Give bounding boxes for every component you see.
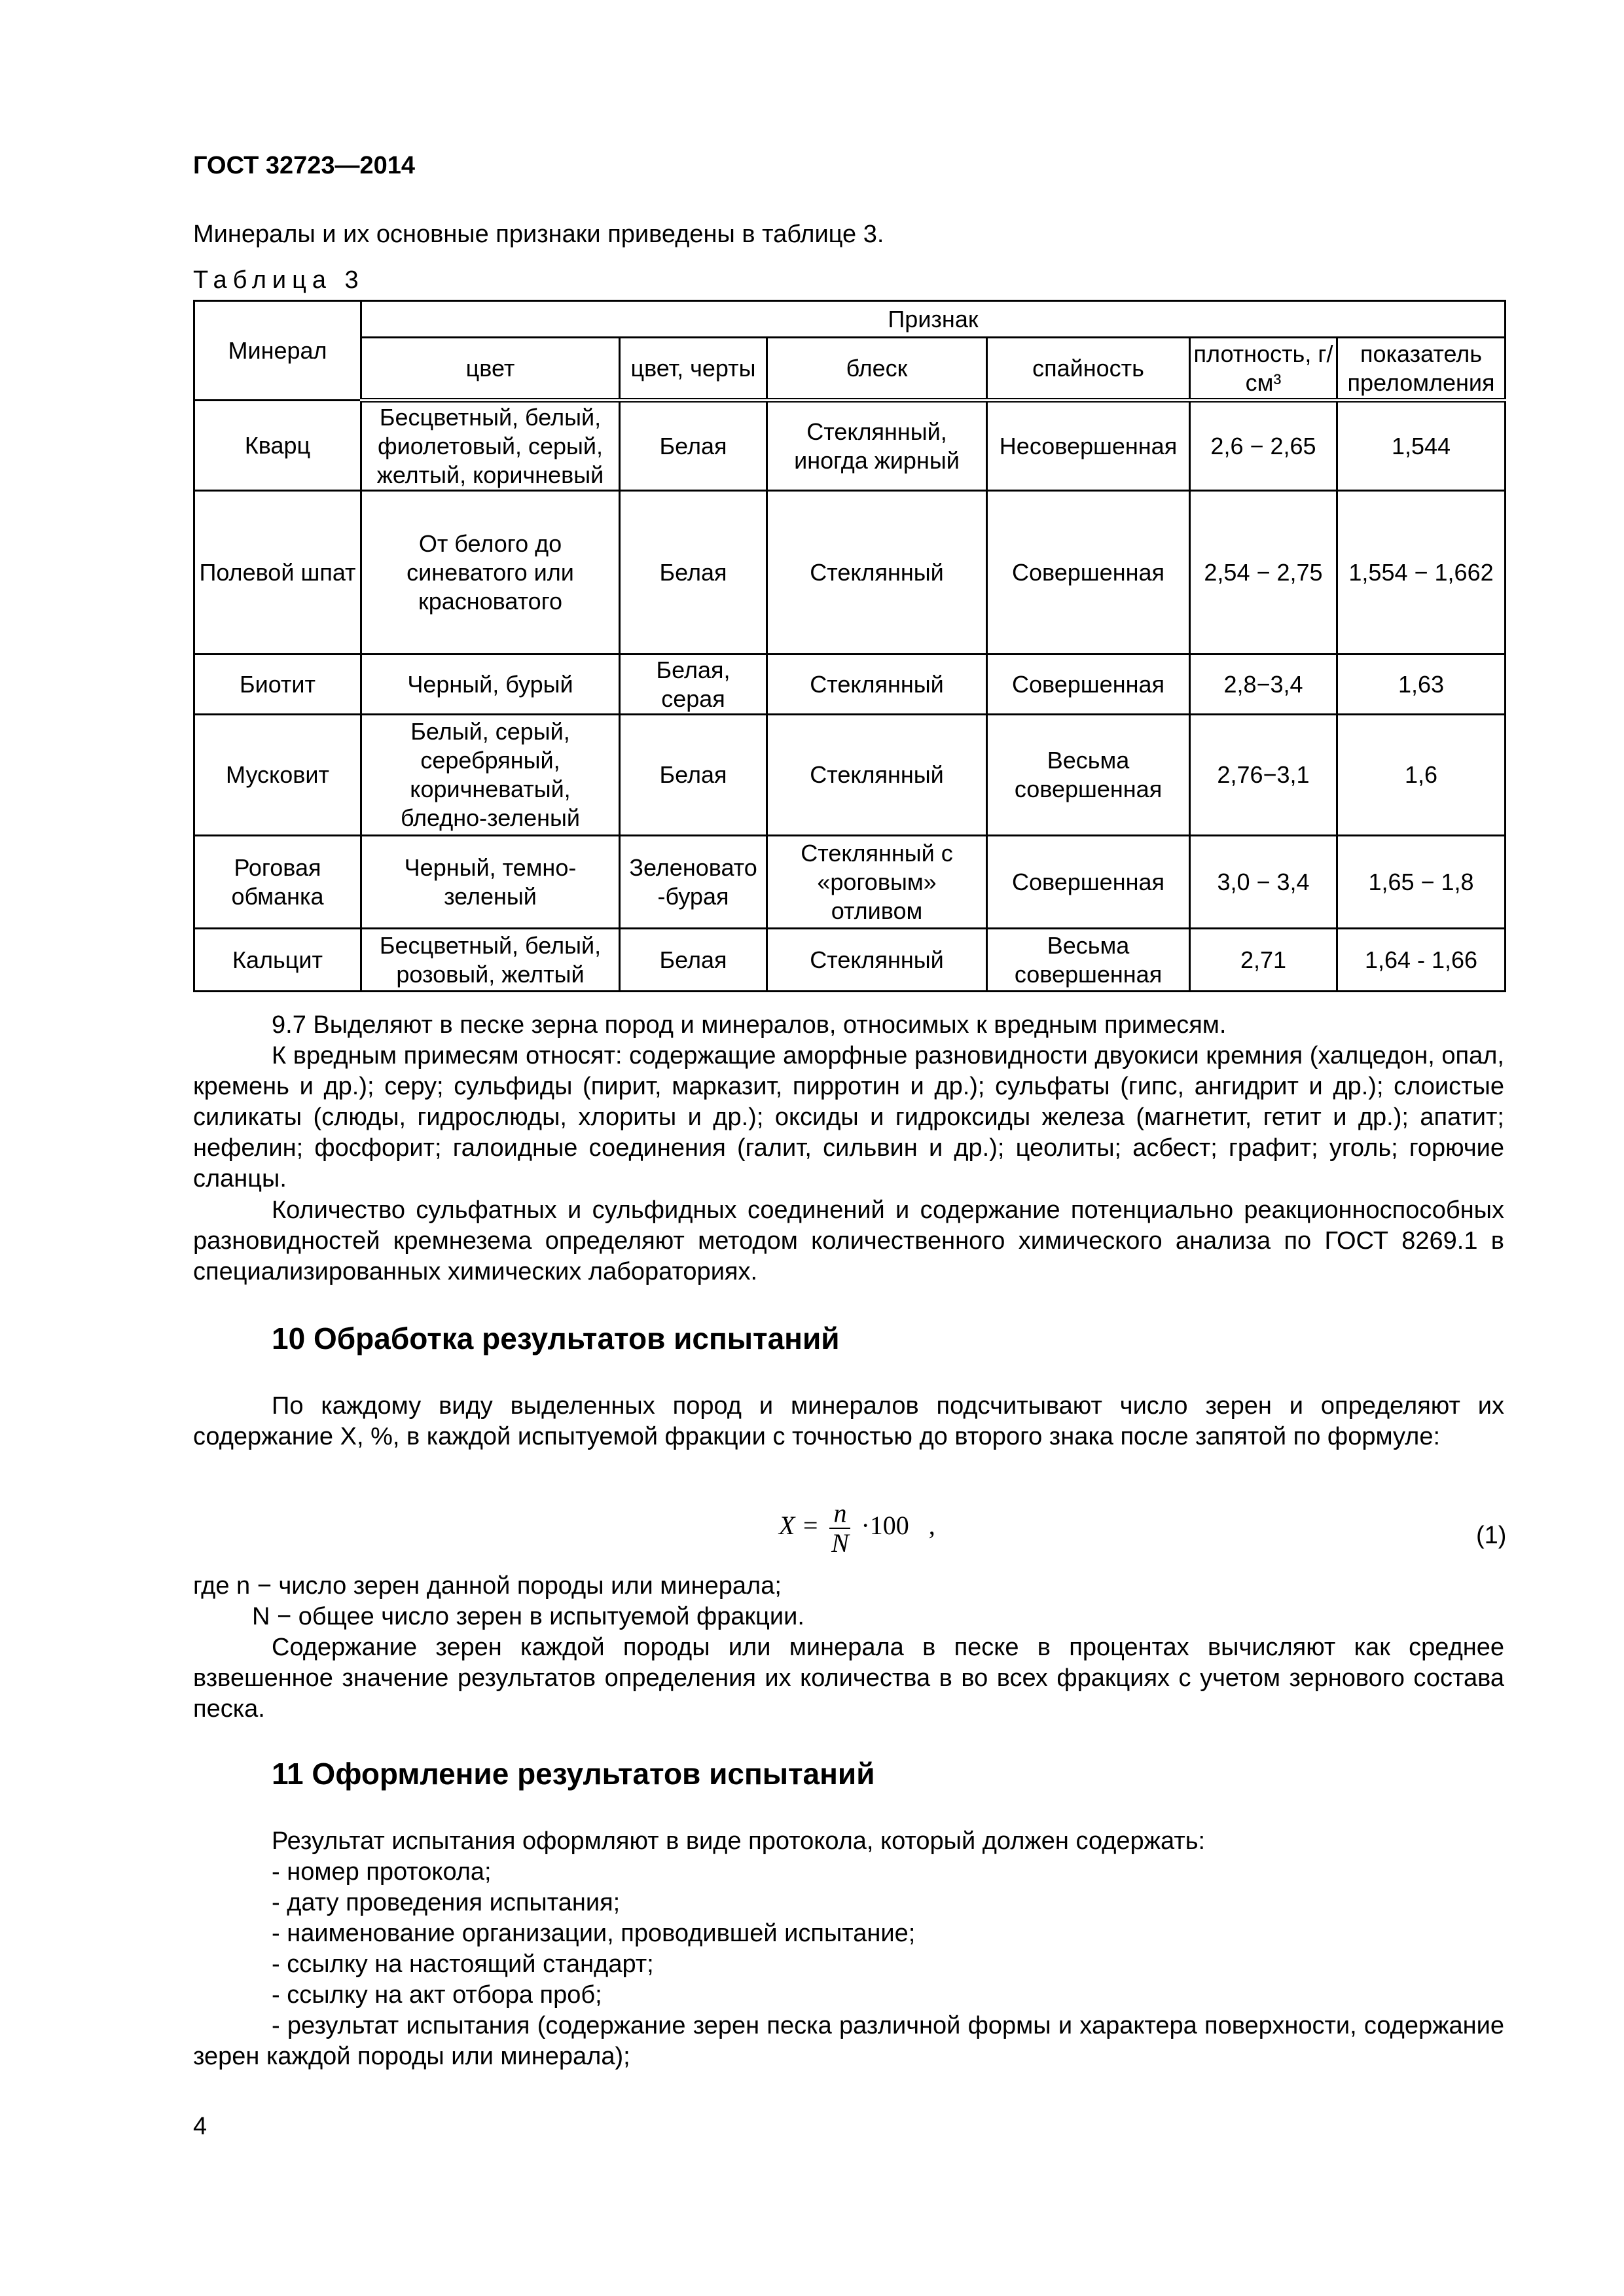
table-row	[194, 836, 1506, 929]
cell-streak: Белая	[620, 715, 767, 836]
table-row	[194, 715, 1506, 836]
cell-density: 2,8−3,4	[1190, 655, 1337, 715]
cell-cleavage: Совершенная	[987, 655, 1190, 715]
cell-mineral: Кварц	[194, 401, 361, 491]
header-density: плотность, г/см³	[1190, 338, 1337, 401]
paragraph-9-7: 9.7 Выделяют в песке зерна пород и минералов, относимых к вредным примесям.	[272, 1011, 1227, 1039]
formula-rhs: ·100	[861, 1511, 909, 1541]
cell-density: 2,6 − 2,65	[1190, 401, 1337, 491]
header-cleavage: спайность	[987, 338, 1190, 401]
cell-color: Бесцветный, белый, розовый, желтый	[361, 929, 620, 992]
list-item: - наименование организации, проводившей испытание;	[272, 1920, 916, 1947]
cell-refraction: 1,65 − 1,8	[1337, 836, 1506, 929]
table-row	[194, 929, 1506, 992]
list-item: - ссылку на настоящий стандарт;	[272, 1950, 654, 1978]
formula-fraction	[829, 1499, 850, 1558]
cell-mineral: Кальцит	[194, 929, 361, 992]
cell-luster: Стеклянный, иногда жирный	[767, 401, 987, 491]
cell-cleavage: Весьма совершенная	[987, 715, 1190, 836]
page-number: 4	[193, 2113, 208, 2140]
cell-streak: Белая	[620, 929, 767, 992]
section-10-paragraph: По каждому виду выделенных пород и минералов подсчитывают число зерен и определяют их содержание X, %, в каждой испытуемой фракции с точностью до второго знака после запятой по формуле:	[193, 1392, 1504, 1450]
cell-streak: Белая, серая	[620, 655, 767, 715]
cell-refraction: 1,63	[1337, 655, 1506, 715]
list-item: - ссылку на акт отбора проб;	[272, 1981, 602, 2009]
table-caption: Таблица 3	[193, 266, 365, 294]
cell-color: Бесцветный, белый, фиолетовый, серый, желтый, коричневый	[361, 401, 620, 491]
cell-luster: Стеклянный	[767, 929, 987, 992]
cell-mineral: Полевой шпат	[194, 491, 361, 655]
table-row	[194, 401, 1506, 491]
table-row	[194, 491, 1506, 655]
section-11-heading: 11 Оформление результатов испытаний	[272, 1757, 875, 1791]
header-streak: цвет, черты	[620, 338, 767, 401]
cell-cleavage: Весьма совершенная	[987, 929, 1190, 992]
header-luster: блеск	[767, 338, 987, 401]
cell-luster: Стеклянный	[767, 715, 987, 836]
sulfate-paragraph: Количество сульфатных и сульфидных соединений и содержание потенциально реакционноспособных разновидностей кремнезема определяют методом количественного химического анализа по ГОСТ 8269.1 в специализированных химических лабораториях.	[193, 1196, 1504, 1285]
cell-color: От белого до синеватого или красноватого	[361, 491, 620, 655]
cell-streak: Белая	[620, 491, 767, 655]
cell-streak: Зеленовато -бурая	[620, 836, 767, 929]
cell-cleavage: Совершенная	[987, 491, 1190, 655]
cell-mineral: Роговая обманка	[194, 836, 361, 929]
table-intro: Минералы и их основные признаки приведены в таблице 3.	[193, 221, 884, 248]
section-11-paragraph: Результат испытания оформляют в виде протокола, который должен содержать:	[272, 1827, 1206, 1855]
cell-color: Черный, бурый	[361, 655, 620, 715]
header-color: цвет	[361, 338, 620, 401]
cell-cleavage: Совершенная	[987, 836, 1190, 929]
minerals-table	[193, 300, 1506, 992]
cell-refraction: 1,64 - 1,66	[1337, 929, 1506, 992]
cell-refraction: 1,6	[1337, 715, 1506, 836]
cell-color: Черный, темно-зеленый	[361, 836, 620, 929]
where-N: N − общее число зерен в испытуемой фракции.	[252, 1603, 804, 1630]
cell-density: 2,76−3,1	[1190, 715, 1337, 836]
list-item: - дату проведения испытания;	[272, 1889, 621, 1916]
formula	[779, 1499, 935, 1577]
formula-numerator: n	[829, 1499, 850, 1529]
formula-lhs: X =	[779, 1511, 820, 1541]
standard-header: ГОСТ 32723—2014	[193, 152, 416, 179]
where-n: где n − число зерен данной породы или минерала;	[193, 1572, 782, 1600]
cell-density: 2,71	[1190, 929, 1337, 992]
cell-luster: Стеклянный	[767, 491, 987, 655]
list-item: - результат испытания (содержание зерен песка различной формы и характера поверхности, содержание зерен каждой породы или минерала);	[193, 2012, 1504, 2070]
cell-cleavage: Несовершенная	[987, 401, 1190, 491]
cell-color: Белый, серый, серебряный, коричневатый, бледно-зеленый	[361, 715, 620, 836]
header-group: Признак	[361, 301, 1506, 338]
table-row	[194, 655, 1506, 715]
cell-density: 3,0 − 3,4	[1190, 836, 1337, 929]
header-refraction: показатель преломления	[1337, 338, 1506, 401]
cell-refraction: 1,544	[1337, 401, 1506, 491]
header-mineral: Минерал	[194, 301, 361, 401]
formula-comma: ,	[928, 1511, 935, 1541]
list-item: - номер протокола;	[272, 1858, 492, 1886]
section-10-paragraph-2: Содержание зерен каждой породы или минерала в песке в процентах вычисляют как среднее взвешенное значение результатов определения их количества в во всех фракциях с учетом зернового состава песка.	[193, 1634, 1504, 1723]
section-10-heading: 10 Обработка результатов испытаний	[272, 1321, 840, 1355]
cell-streak: Белая	[620, 401, 767, 491]
cell-refraction: 1,554 − 1,662	[1337, 491, 1506, 655]
formula-denominator: N	[831, 1528, 849, 1558]
cell-mineral: Биотит	[194, 655, 361, 715]
cell-mineral: Мусковит	[194, 715, 361, 836]
cell-luster: Стеклянный с «роговым» отливом	[767, 836, 987, 929]
cell-density: 2,54 − 2,75	[1190, 491, 1337, 655]
cell-luster: Стеклянный	[767, 655, 987, 715]
equation-number: (1)	[1476, 1522, 1507, 1549]
harmful-impurities-paragraph: К вредным примесям относят: содержащие аморфные разновидности двуокиси кремния (халцедон, опал, кремень и др.); серу; сульфиды (пирит, марказит, пирротин и др.); сульфаты (гипс, ангидрит и др.); слоистые силикаты (слюды, гидрослюды, хлориты и др.); оксиды и гидроксиды железа (магнетит, гетит и др.); апатит; нефелин; фосфорит; галоидные соединения (галит, сильвин и др.); цеолиты; асбест; графит; уголь; горючие сланцы.	[193, 1042, 1504, 1193]
